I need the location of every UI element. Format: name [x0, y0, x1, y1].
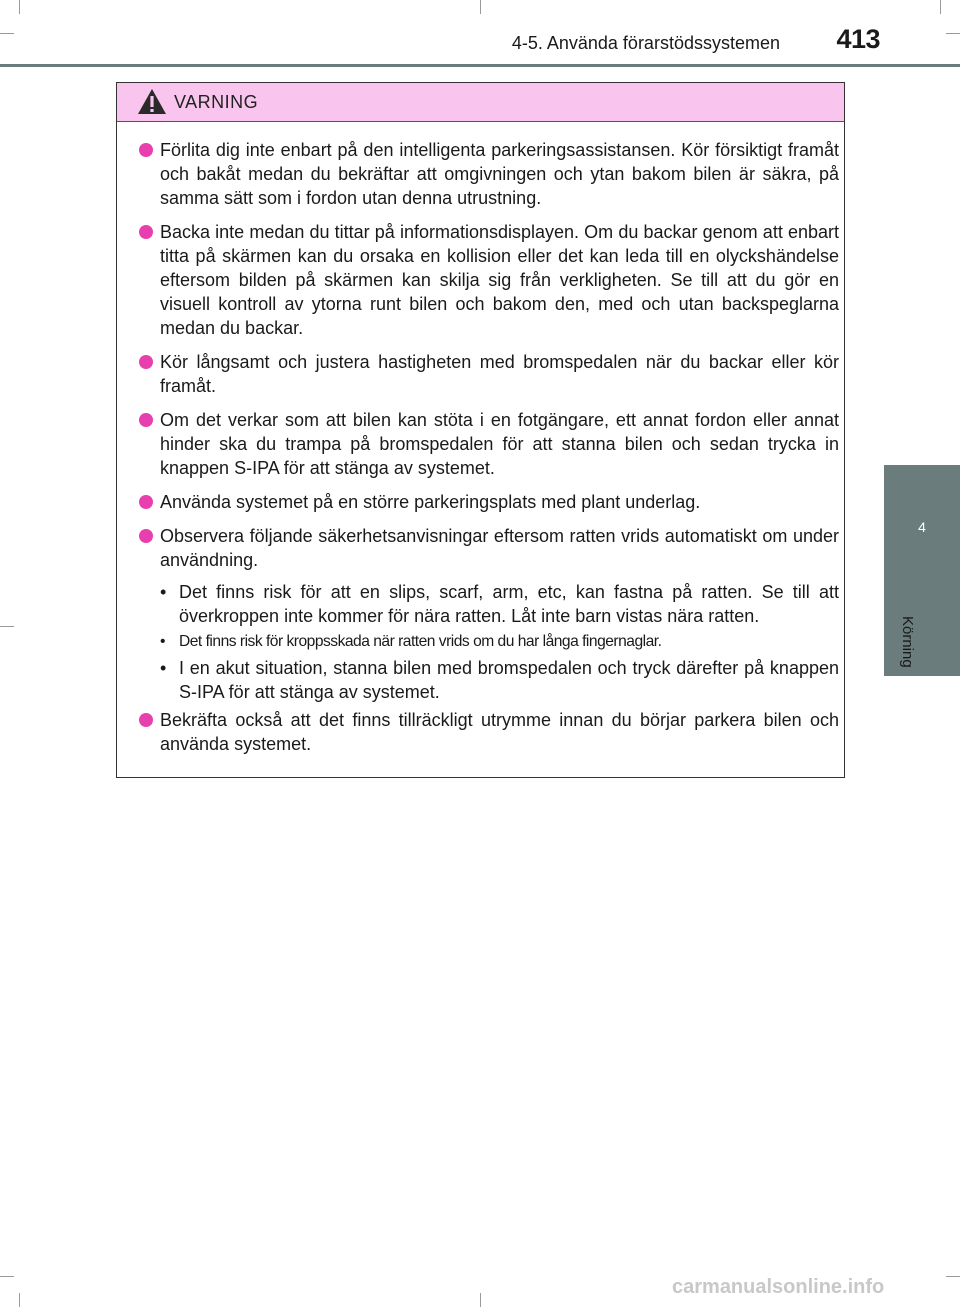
bullet-icon [139, 355, 153, 369]
sub-list-item [160, 630, 839, 654]
crop-mark [0, 1276, 14, 1277]
warning-item [139, 490, 839, 514]
sub-list-item [160, 580, 839, 628]
sub-bullet: • [160, 633, 165, 650]
warning-item [139, 524, 839, 704]
crop-mark [0, 33, 14, 34]
chapter-tab [884, 465, 960, 676]
sub-list-item [160, 656, 839, 704]
section-title: 4-5. Använda förarstödssystemen [511, 33, 780, 53]
warning-triangle-icon [137, 88, 167, 115]
warning-item-text: Om det verkar som att bilen kan stöta i en fotgängare, ett annat fordon eller annat hinder ska du trampa på bromspedalen för att stanna bilen och sedan trycka in knappen S-IPA för att stänga av systemet. [160, 410, 839, 478]
warning-item-text: Observera följande säkerhetsanvisningar eftersom ratten vrids automatiskt om under användning. [160, 526, 839, 570]
warning-title: VARNING [174, 92, 259, 112]
warning-item [139, 708, 839, 756]
crop-mark [19, 0, 20, 14]
bullet-icon [139, 713, 153, 727]
sub-list [160, 580, 839, 704]
chapter-number: 4 [918, 519, 926, 535]
crop-mark [480, 1293, 481, 1307]
warning-box [116, 82, 845, 778]
warning-item-text: Backa inte medan du tittar på informationsdisplayen. Om du backar genom att enbart titta på skärmen kan du orsaka en kollision eller det kan leda till en olyckshändelse eftersom bilden på skärmen kan skilja sig från verkligheten. Se till att du gör en visuell kontroll av ytorna runt bilen och bakom den, med och utan backspeglarna medan du backar. [160, 222, 839, 338]
warning-item-text: Använda systemet på en större parkeringsplats med plant underlag. [160, 492, 701, 512]
crop-mark [940, 0, 941, 14]
warning-item [139, 138, 839, 210]
watermark: carmanualsonline.info [672, 1276, 885, 1298]
sub-list-item-text: Det finns risk för kroppsskada när ratten vrids om du har långa fingernaglar. [179, 633, 662, 650]
warning-item-text: Kör långsamt och justera hastigheten med bromspedalen när du backar eller kör framåt. [160, 352, 839, 396]
warning-item-text: Bekräfta också att det finns tillräckligt utrymme innan du börjar parkera bilen och använda systemet. [160, 710, 839, 754]
sub-bullet: • [160, 582, 167, 602]
warning-item [139, 408, 839, 480]
crop-mark [946, 33, 960, 34]
crop-mark [480, 0, 481, 14]
bullet-icon [139, 413, 153, 427]
sub-list-item-text: I en akut situation, stanna bilen med bromspedalen och tryck därefter på knappen S-IPA för att stänga av systemet. [179, 658, 839, 702]
warning-content [139, 138, 839, 766]
sub-list-item-text: Det finns risk för att en slips, scarf, arm, etc, kan fastna på ratten. Se till att överkroppen inte kommer för nära ratten. Låt inte barn vistas nära ratten. [179, 582, 839, 626]
bullet-icon [139, 495, 153, 509]
warning-item [139, 220, 839, 340]
chapter-label: Körning [899, 616, 916, 668]
crop-mark [19, 1293, 20, 1307]
warning-item [139, 350, 839, 398]
warning-header [117, 83, 844, 122]
sub-bullet: • [160, 658, 167, 678]
crop-mark [0, 626, 14, 627]
bullet-icon [139, 225, 153, 239]
bullet-icon [139, 529, 153, 543]
bullet-icon [139, 143, 153, 157]
crop-mark [946, 1276, 960, 1277]
warning-item-text: Förlita dig inte enbart på den intelligenta parkeringsassistansen. Kör försiktigt framåt och bakåt medan du bekräftar att omgivningen och ytan bakom bilen är säkra, på samma sätt som i fordon utan denna utrustning. [160, 140, 839, 208]
page-number: 413 [836, 24, 880, 54]
header-rule [0, 64, 960, 67]
